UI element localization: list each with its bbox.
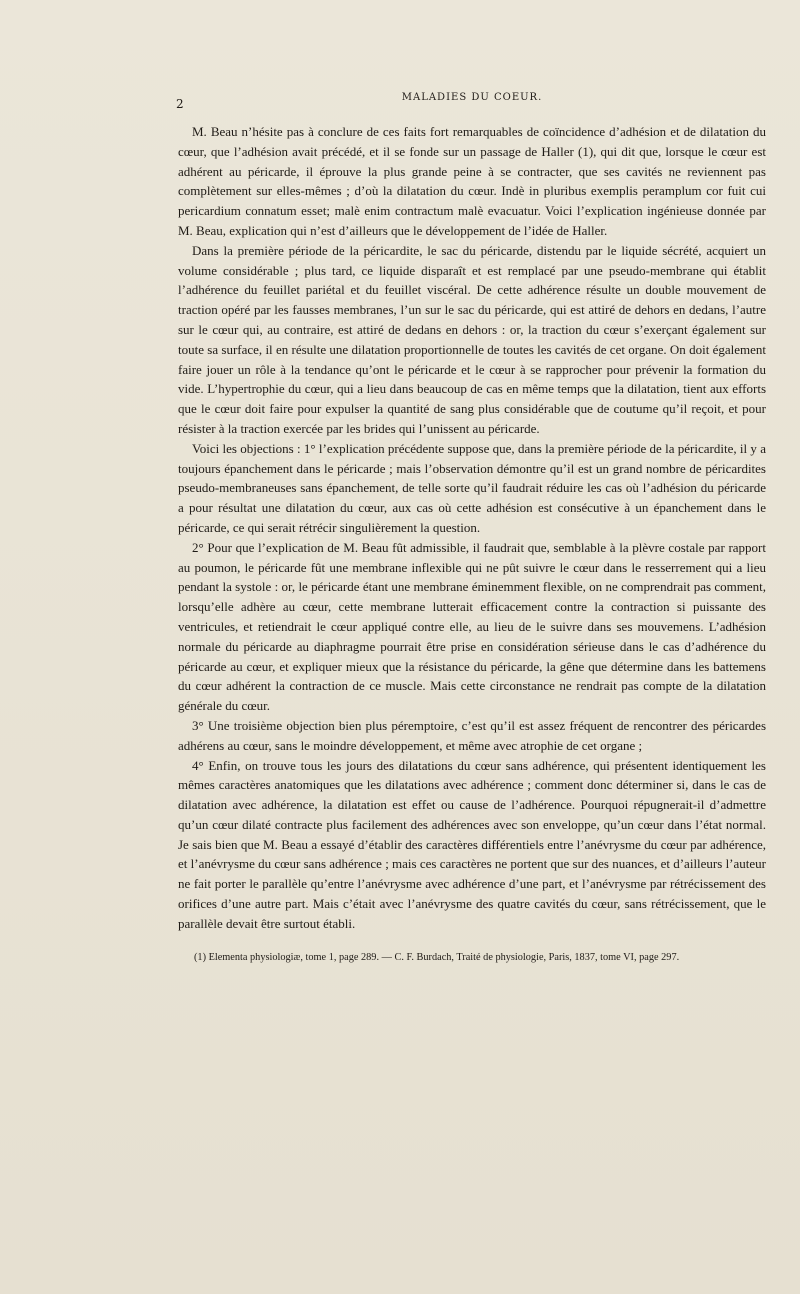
paragraph-5: 3° Une troisième objection bien plus péremptoire, c’est qu’il est assez fréquent de rencontrer des péricardes adhérens au cœur, sans le moindre développement, et même avec atrophie de cet organe ; [178, 717, 766, 753]
footnote: (1) Elementa physiologiæ, tome 1, page 289. — C. F. Burdach, Traité de physiologie, Paris, 1837, tome VI, page 297. [194, 951, 680, 963]
main-text [178, 122, 766, 934]
paragraph-1: M. Beau n’hésite pas à conclure de ces faits fort remarquables de coïncidence d’adhésion et de dilatation du cœur, que l’adhésion avait précédé, et il se fonde sur un passage de Haller (1), qui dit que, lorsque le cœur est adhérent au péricarde, il éprouve la plus grande peine à se contracter, que ses cavités ne reviennent pas complètement sur elles-mêmes ; d’où la dilatation du cœur. Indè in pluribus exemplis peramplum cor fuit cui pericardium connatum esset; malè enim contractum malè evacuatur. Voici l’explication ingénieuse donnée par M. Beau, explication qui n’est d’ailleurs que le développement de l’idée de Haller. [178, 124, 766, 238]
paragraph-3: Voici les objections : 1° l’explication précédente suppose que, dans la première période de la péricardite, il y a toujours épanchement dans le péricarde ; mais l’observation démontre qu’il est un grand nombre de péricardites pseudo-membraneuses sans épanchement, de telle sorte qu’il faudrait réduire les cas où l’adhésion du péricarde a pour résultat une dilatation du cœur, aux cas où cette adhésion est consécutive à un épanchement dans le péricarde, ce qui serait rétrécir singulièrement la question. [178, 440, 766, 535]
page-number: 2 [176, 97, 184, 111]
running-title: MALADIES DU COEUR. [401, 92, 543, 103]
paragraph-6: 4° Enfin, on trouve tous les jours des dilatations du cœur sans adhérence, qui présentent identiquement les mêmes caractères anatomiques que les dilatations avec adhérence ; comment donc déterminer si, dans le cas de dilatation avec adhérence, la dilatation est effet ou cause de l’adhérence. Pourquoi répugnerait-il d’admettre qu’un cœur dilaté contracte plus facilement des adhérences avec son enveloppe, qu’un cœur dans l’état normal. Je sais bien que M. Beau a essayé d’établir des caractères différentiels entre l’anévrysme du cœur par adhérence, et l’anévrysme du cœur sans adhérence ; mais ces caractères ne portent que sur des nuances, et d’ailleurs l’auteur ne fait porter le parallèle qu’entre l’anévrysme avec adhérence d’une part, et l’anévrysme par rétrécissement des orifices d’une autre part. Mais c’était avec l’anévrysme des quatre cavités du cœur, sans rétrécissement, que le parallèle devait être surtout établi. [178, 757, 766, 931]
paragraph-2: Dans la première période de la péricardite, le sac du péricarde, distendu par le liquide sécrété, acquiert un volume considérable ; plus tard, ce liquide disparaît et est remplacé par une pseudo-membrane qui établit l’adhérence du feuillet pariétal et du feuillet viscéral. De cette adhérence résulte un double mouvement de traction opéré par les fausses membranes, l’un sur le sac du péricarde, qui est attiré de dehors en dedans, l’autre sur le cœur qui, au contraire, est attiré de dedans en dehors : or, la traction du cœur s’exerçant également sur toute sa surface, il en résulte une dilatation proportionnelle de toutes les cavités de cet organe. On doit également faire jouer un rôle à la tendance qu’ont le péricarde et le cœur à se rapprocher pour prévenir la formation du vide. L’hypertrophie du cœur, qui a lieu dans beaucoup de cas en même temps que la dilatation, tient aux efforts que le cœur doit faire pour expulser la quantité de sang plus considérable que de coutume qu’il reçoit, et pour résister à la traction exercée par les brides qui l’unissent au péricarde. [178, 242, 766, 436]
page-header [178, 92, 766, 120]
paragraph-4: 2° Pour que l’explication de M. Beau fût admissible, il faudrait que, semblable à la plèvre costale par rapport au poumon, le péricarde fût une membrane inflexible qui ne pût suivre le cœur dans le resserrement qui a lieu pendant la systole : or, le péricarde étant une membrane éminemment flexible, on ne comprendrait pas comment, lorsqu’elle adhère au cœur, cette membrane lutterait efficacement contre la contraction si puissante des ventricules, et retiendrait le cœur appliqué contre elle, au lieu de le suivre dans ses mouvemens. L’adhésion normale du péricarde au diaphragme pourrait être prise en considération sérieuse dans le cas d’adhérence du péricarde au cœur, et expliquer mieux que la résistance du péricarde, la gêne que détermine dans les battemens du cœur adhérent la contraction de ce muscle. Mais cette circonstance ne rendrait pas compte de la dilatation générale du cœur. [178, 539, 766, 714]
